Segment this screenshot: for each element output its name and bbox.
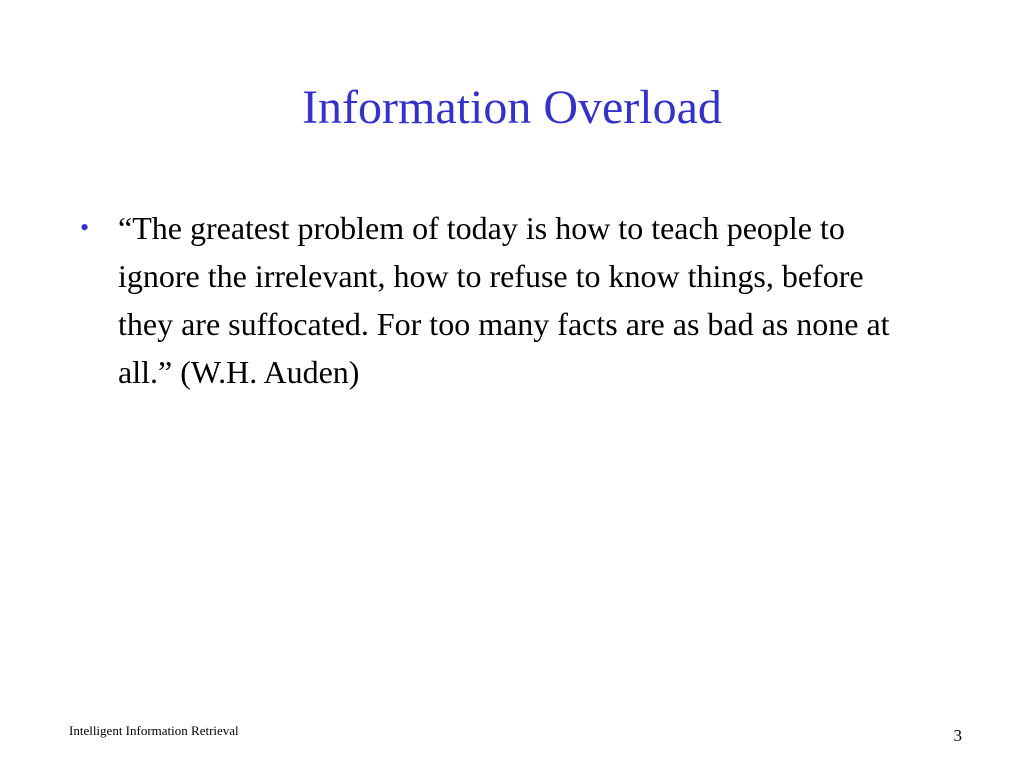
slide-title: Information Overload — [302, 81, 722, 134]
bullet-marker: • — [80, 213, 90, 242]
footer-course-title: Intelligent Information Retrieval — [69, 723, 239, 738]
bullet-list — [80, 204, 910, 396]
page-number: 3 — [953, 726, 962, 745]
quote-text: “The greatest problem of today is how to teach people to ignore the irrelevant, how to refuse to know things, before they are suffocated. For too many facts are as bad as none at all.” (W.H. Auden) — [118, 210, 890, 390]
list-item — [80, 204, 910, 396]
